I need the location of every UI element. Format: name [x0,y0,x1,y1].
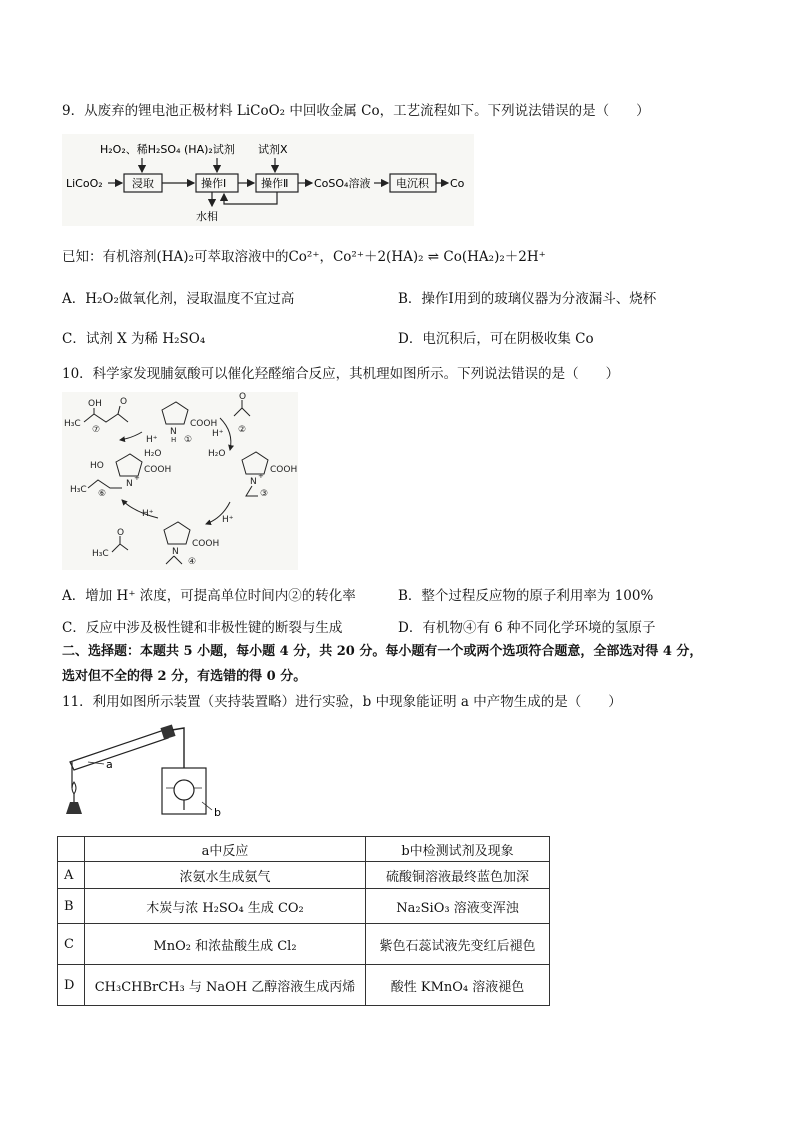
section2-line1: 二、选择题：本题共 5 小题，每小题 4 分，共 20 分。每小题有一个或两个选项符合题意，全部选对得 4 分， [62,644,703,659]
c1-h: H [171,436,177,444]
flow-reagent3: 试剂X [258,143,288,156]
c6-cooh: COOH [144,465,172,475]
c6-plus: + [134,474,140,482]
flow-box1-label: 浸取 [132,177,154,190]
flow-waste: 水相 [196,210,218,223]
flow-box4-label: 电沉积 [396,177,429,190]
q10-stem: 10．科学家发现脯氨酸可以催化羟醛缩合反应，其机理如图所示。下列说法错误的是（ ） [62,366,620,382]
table-header-row [58,837,550,862]
table-row[interactable] [58,924,550,965]
flow-start: LiCoO₂ [66,177,103,190]
c1-cooh: COOH [190,419,218,429]
table-header-cell: a中反应 [85,837,366,862]
table-header-cell [58,837,85,862]
c7-h3c: H₃C [64,419,81,429]
q9-known: 已知：有机溶剂(HA)₂可萃取溶液中的Co²⁺，Co²⁺＋2(HA)₂ ⇌ Co(HA₂)₂＋2H⁺ [62,249,546,265]
arrow-hplus-1: H⁺ [212,429,224,439]
table-row[interactable] [58,965,550,1006]
table-cell-label: D [58,965,85,1006]
q9-option-a[interactable]: A．H₂O₂做氧化剂，浸取温度不宜过高 [62,291,295,307]
table-cell: 酸性 KMnO₄ 溶液褪色 [366,965,550,1006]
table-cell-label: C [58,924,85,965]
c7-num: ⑦ [92,425,101,435]
c1-n: N [170,427,177,437]
table-cell: MnO₂ 和浓盐酸生成 Cl₂ [85,924,366,965]
table-row[interactable] [58,862,550,889]
c3-plus: + [258,472,264,480]
c6-n: N [126,479,133,489]
q10-option-a[interactable]: A．增加 H⁺ 浓度，可提高单位时间内②的转化率 [62,588,356,604]
arrow-hplus-2: H⁺ [146,435,158,445]
label-b: b [214,806,221,819]
flow-box2-label: 操作Ⅰ [201,177,227,190]
label-a: a [106,758,113,771]
table-cell: 硫酸铜溶液最终蓝色加深 [366,862,550,889]
q10-option-d[interactable]: D．有机物④有 6 种不同化学环境的氢原子 [398,620,656,636]
table-cell: 木炭与浓 H₂SO₄ 生成 CO₂ [85,889,366,924]
q11-stem: 11．利用如图所示装置（夹持装置略）进行实验，b 中现象能证明 a 中产物生成的是（ ） [62,694,622,710]
q9-flow-diagram [62,134,474,226]
table-cell: 紫色石蕊试液先变红后褪色 [366,924,550,965]
q9-option-d[interactable]: D．电沉积后，可在阴极收集 Co [398,331,594,347]
q9-option-c[interactable]: C．试剂 X 为稀 H₂SO₄ [62,331,206,347]
flow-box3-label: 操作Ⅱ [261,177,289,190]
c3-n: N [250,477,257,487]
c5-o: O [117,528,125,538]
c4-num: ④ [188,557,197,567]
table-row[interactable] [58,889,550,924]
c7-oh: OH [88,399,102,409]
flow-mid: CoSO₄溶液 [314,177,371,190]
table-cell: Na₂SiO₃ 溶液变浑浊 [366,889,550,924]
q11-apparatus-diagram [62,718,230,822]
c3-num: ③ [260,489,269,499]
q10-mechanism-diagram [62,392,298,570]
c6-ho: HO [90,461,104,471]
q10-option-b[interactable]: B．整个过程反应物的原子利用率为 100% [398,588,654,604]
arrow-hplus-4: H⁺ [142,509,154,519]
arrow-h2o-2: H₂O [144,449,162,459]
q9-stem: 9．从废弃的锂电池正极材料 LiCoO₂ 中回收金属 Co，工艺流程如下。下列说法错误的是（ ） [62,103,650,119]
arrow-h2o-1: H₂O [208,449,226,459]
c4-cooh: COOH [192,539,220,549]
table-header-cell: b中检测试剂及现象 [366,837,550,862]
table-cell: CH₃CHBrCH₃ 与 NaOH 乙醇溶液生成丙烯 [85,965,366,1006]
table-cell: 浓氨水生成氨气 [85,862,366,889]
section2-line2: 选对但不全的得 2 分，有选错的得 0 分。 [62,669,307,684]
c6-h3c: H₃C [70,485,87,495]
flow-end: Co [450,177,465,190]
q9-option-b[interactable]: B．操作Ⅰ用到的玻璃仪器为分液漏斗、烧杯 [398,291,657,307]
c3-cooh: COOH [270,465,298,475]
arrow-hplus-3: H⁺ [222,515,234,525]
c5-h3c: H₃C [92,549,109,559]
q10-option-c[interactable]: C．反应中涉及极性键和非极性键的断裂与生成 [62,620,343,636]
table-cell-label: B [58,889,85,924]
table-cell-label: A [58,862,85,889]
c7-o: O [120,397,128,407]
c2-num: ② [238,425,247,435]
flow-reagent1: H₂O₂、稀H₂SO₄ [100,143,181,156]
flow-reagent2: (HA)₂试剂 [184,143,235,156]
q11-table [57,836,550,1006]
c4-n: N [172,547,179,557]
c6-num: ⑥ [98,489,107,499]
c2-o: O [239,392,247,402]
c1-num: ① [184,435,193,445]
